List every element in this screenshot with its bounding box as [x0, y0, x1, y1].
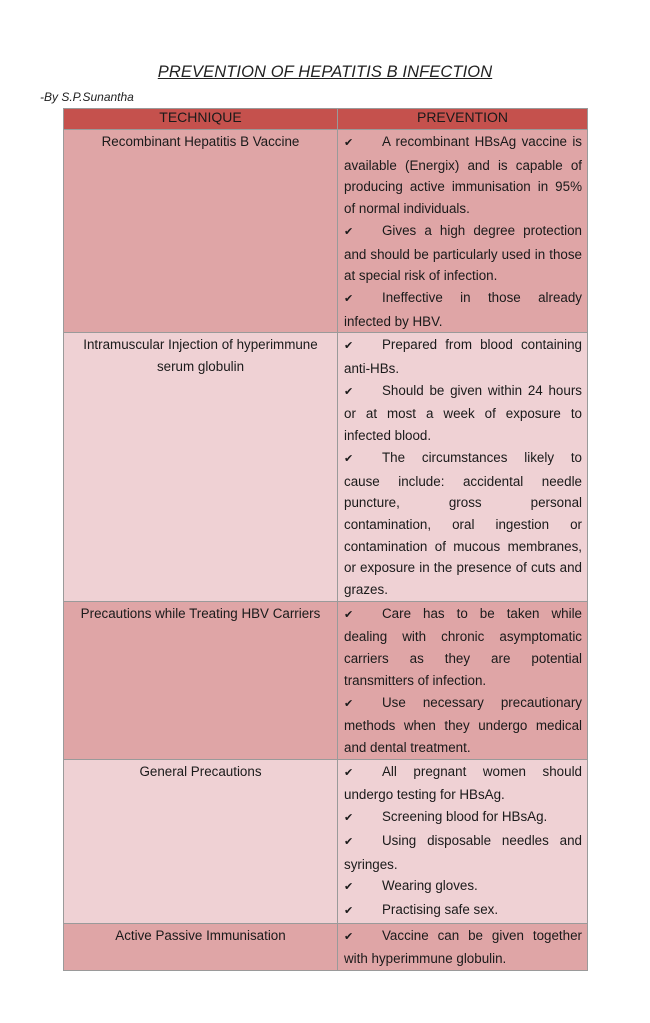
technique-cell: General Precautions	[64, 759, 338, 923]
prevention-point	[344, 761, 582, 806]
checkmark-icon: ✔	[344, 812, 354, 825]
prevention-point	[344, 131, 582, 220]
technique-cell: Intramuscular Injection of hyperimmune serum globulin	[64, 333, 338, 601]
point-text: A recombinant HBsAg vaccine is available (Energix) and is capable of producing active immunisation in 95% of normal individuals.	[344, 134, 582, 217]
table-row	[64, 923, 588, 970]
checkmark-icon: ✔	[344, 452, 354, 465]
header-prevention: PREVENTION	[338, 109, 588, 130]
prevention-cell	[338, 333, 588, 601]
checkmark-icon: ✔	[344, 137, 354, 149]
prevention-point	[344, 220, 582, 287]
prevention-cell	[338, 759, 588, 923]
checkmark-icon: ✔	[344, 881, 354, 894]
table-header-row	[64, 109, 588, 130]
prevention-point	[344, 830, 582, 875]
point-text: Should be given within 24 hours or at most a week of exposure to infected blood.	[344, 382, 582, 444]
prevention-cell	[338, 130, 588, 333]
checkmark-icon: ✔	[344, 225, 354, 238]
prevention-point	[344, 806, 582, 830]
prevention-point	[344, 899, 582, 923]
point-text: The circumstances likely to cause include: accidental needle puncture, gross personal contamination, oral ingestion or contamination of mucous membranes, or exposure in the presence of cuts and grazes.	[344, 449, 582, 598]
table-row	[64, 130, 588, 333]
table-row	[64, 601, 588, 759]
checkmark-icon: ✔	[344, 835, 354, 848]
checkmark-icon: ✔	[344, 904, 354, 917]
prevention-point	[344, 692, 582, 759]
point-text: Care has to be taken while dealing with chronic asymptomatic carriers as they are potential transmitters of infection.	[344, 605, 582, 688]
prevention-point	[344, 287, 582, 332]
point-text: Practising safe sex.	[382, 901, 499, 917]
prevention-point	[344, 447, 582, 601]
point-text: Ineffective in those already infected by HBV.	[344, 289, 582, 329]
table-row	[64, 333, 588, 601]
checkmark-icon: ✔	[344, 608, 354, 621]
prevention-point	[344, 380, 582, 447]
technique-cell: Recombinant Hepatitis B Vaccine	[64, 130, 338, 333]
prevention-point	[344, 925, 582, 970]
checkmark-icon: ✔	[344, 340, 354, 353]
prevention-point	[344, 334, 582, 379]
technique-cell: Active Passive Immunisation	[64, 923, 338, 970]
checkmark-icon: ✔	[344, 697, 354, 710]
checkmark-icon: ✔	[344, 930, 354, 943]
checkmark-icon: ✔	[344, 385, 354, 398]
table-row	[64, 759, 588, 923]
technique-cell: Precautions while Treating HBV Carriers	[64, 601, 338, 759]
author-line: -By S.P.Sunantha	[40, 90, 134, 104]
checkmark-icon: ✔	[344, 292, 354, 305]
prevention-table	[63, 108, 588, 971]
point-text: Vaccine can be given together with hyperimmune globulin.	[344, 927, 582, 967]
prevention-cell	[338, 601, 588, 759]
prevention-point	[344, 875, 582, 899]
point-text: All pregnant women should undergo testing for HBsAg.	[344, 763, 582, 803]
point-text: Use necessary precautionary methods when they undergo medical and dental treatment.	[344, 694, 582, 755]
prevention-cell	[338, 923, 588, 970]
point-text: Screening blood for HBsAg.	[382, 809, 548, 825]
point-text: Using disposable needles and syringes.	[344, 832, 582, 872]
checkmark-icon: ✔	[344, 766, 354, 779]
document-title: PREVENTION OF HEPATITIS B INFECTION	[157, 63, 493, 81]
header-technique: TECHNIQUE	[64, 109, 338, 130]
point-text: Gives a high degree protection and should be particularly used in those at special risk of infection.	[344, 222, 582, 284]
point-text: Prepared from blood containing anti-HBs.	[344, 337, 582, 377]
prevention-point	[344, 603, 582, 692]
point-text: Wearing gloves.	[382, 878, 478, 894]
